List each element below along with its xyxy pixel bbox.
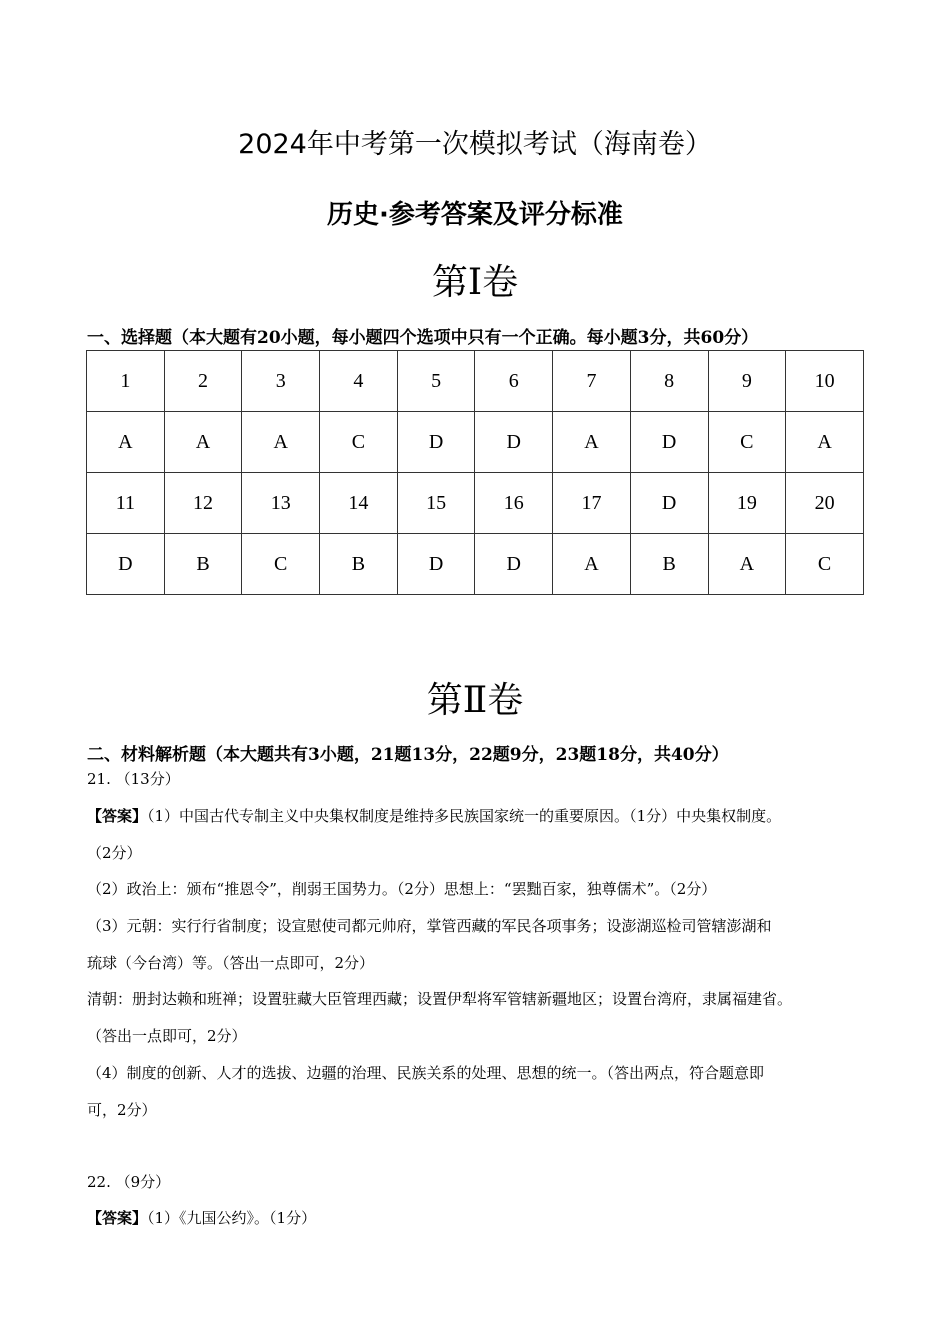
- q21-answer-4-cont: 可，2分）: [87, 1101, 157, 1119]
- q22-answer-1: 【答案】（1）《九国公约》。（1分）: [87, 1209, 317, 1227]
- table-cell: 11: [87, 473, 165, 534]
- exam-subtitle: 历史·参考答案及评分标准: [327, 200, 623, 230]
- table-cell: C: [320, 412, 398, 473]
- table-cell: 4: [320, 351, 398, 412]
- table-cell: 10: [786, 351, 864, 412]
- table-cell: D: [397, 412, 475, 473]
- table-cell: D: [397, 534, 475, 595]
- table-cell: 7: [553, 351, 631, 412]
- table-cell: 12: [164, 473, 242, 534]
- answer-label: 【答案】: [87, 1209, 148, 1227]
- table-cell: 3: [242, 351, 320, 412]
- part1-heading: 第Ⅰ卷: [431, 262, 519, 303]
- q21-answer-3-qing: 清朝：册封达赖和班禅；设置驻藏大臣管理西藏；设置伊犁将军管辖新疆地区；设置台湾府，隶属福建省。: [87, 990, 793, 1008]
- section1-heading: 一、选择题（本大题有20小题，每小题四个选项中只有一个正确。每小题3分，共60分）: [87, 328, 759, 348]
- q22-header: 22. （9分）: [87, 1173, 171, 1191]
- table-cell: 1: [87, 351, 165, 412]
- table-cell: C: [786, 534, 864, 595]
- answer-label: 【答案】: [87, 807, 148, 825]
- q21-answer-3-qing-cont: （答出一点即可，2分）: [87, 1027, 247, 1045]
- table-cell: D: [87, 534, 165, 595]
- table-cell: D: [475, 534, 553, 595]
- table-cell: 2: [164, 351, 242, 412]
- table-cell: A: [786, 412, 864, 473]
- table-cell: 20: [786, 473, 864, 534]
- q21-answer-1-cont: （2分）: [87, 844, 142, 862]
- table-cell: 14: [320, 473, 398, 534]
- table-row: [87, 412, 864, 473]
- table-cell: B: [630, 534, 708, 595]
- table-row: [87, 351, 864, 412]
- q21-answer-1: 【答案】（1）中国古代专制主义中央集权制度是维持多民族国家统一的重要原因。（1分）中央集权制度。: [87, 807, 782, 825]
- q21-answer-2: （2）政治上：颁布“推恩令”，削弱王国势力。（2分）思想上：“罢黜百家，独尊儒术”。（2分）: [87, 880, 717, 898]
- table-cell: D: [630, 412, 708, 473]
- table-cell: B: [320, 534, 398, 595]
- q21-answer-3: （3）元朝：实行行省制度；设宣慰使司都元帅府，掌管西藏的军民各项事务；设澎湖巡检司管辖澎湖和: [87, 917, 772, 935]
- table-cell: C: [242, 534, 320, 595]
- table-cell: 17: [553, 473, 631, 534]
- table-cell: 16: [475, 473, 553, 534]
- table-cell: A: [242, 412, 320, 473]
- table-cell: 8: [630, 351, 708, 412]
- table-cell: A: [553, 534, 631, 595]
- table-row: [87, 473, 864, 534]
- q21-header: 21. （13分）: [87, 770, 180, 788]
- table-cell: A: [87, 412, 165, 473]
- table-cell: A: [553, 412, 631, 473]
- answer-table: [86, 350, 864, 595]
- section2-heading: 二、材料解析题（本大题共有3小题，21题13分，22题9分，23题18分，共40分）: [87, 745, 729, 765]
- table-cell: 5: [397, 351, 475, 412]
- table-cell: D: [475, 412, 553, 473]
- table-cell: 9: [708, 351, 786, 412]
- part2-heading: 第Ⅱ卷: [426, 680, 524, 721]
- table-cell: 6: [475, 351, 553, 412]
- table-cell: 15: [397, 473, 475, 534]
- q21-answer-4: （4）制度的创新、人才的选拔、边疆的治理、民族关系的处理、思想的统一。（答出两点，符合题意即: [87, 1064, 765, 1082]
- q21-answer-3-cont: 琉球（今台湾）等。（答出一点即可，2分）: [87, 954, 375, 972]
- table-cell: A: [708, 534, 786, 595]
- table-cell: C: [708, 412, 786, 473]
- table-cell: D: [630, 473, 708, 534]
- exam-title: 2024年中考第一次模拟考试（海南卷）: [238, 129, 712, 160]
- table-cell: 13: [242, 473, 320, 534]
- table-cell: A: [164, 412, 242, 473]
- table-cell: 19: [708, 473, 786, 534]
- table-row: [87, 534, 864, 595]
- table-cell: B: [164, 534, 242, 595]
